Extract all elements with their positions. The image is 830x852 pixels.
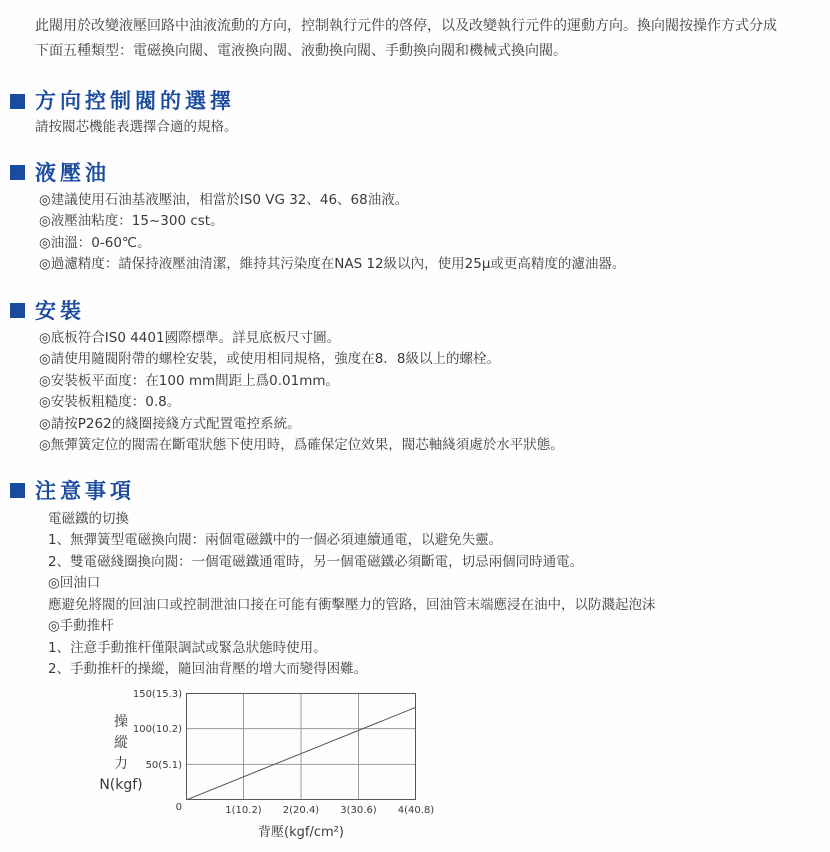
- intro-paragraph: [0, 0, 830, 64]
- list-item: 2、手動推杆的操縱，隨回油背壓的增大而變得困難。: [48, 661, 368, 677]
- y-tick-label: 50(5.1): [145, 759, 182, 771]
- list-item: ◎安裝板粗糙度：0.8。: [39, 394, 181, 410]
- hydraulic-oil-list: [39, 190, 830, 276]
- section-header-hydraulic-oil: [10, 160, 830, 186]
- force-backpressure-chart: [90, 686, 560, 846]
- selection-note: 請按閥芯機能表選擇合適的規格。: [35, 119, 238, 135]
- x-tick-label: 1(10.2): [225, 804, 262, 816]
- list-item: ◎油溫：0-60℃。: [39, 234, 151, 251]
- y-tick-label: 150(15.3): [132, 688, 182, 700]
- list-item: ◎請使用隨閥附帶的螺栓安裝，或使用相同規格，強度在8．8級以上的螺栓。: [39, 351, 500, 367]
- list-item: ◎過濾精度：請保持液壓油清潔，維持其污染度在NAS 12級以內，使用25μ或更高精度的濾油器。: [39, 256, 626, 272]
- chart-plot: [186, 693, 416, 800]
- list-item: ◎底板符合IS0 4401國際標準。詳見底板尺寸圖。: [39, 329, 341, 346]
- y-tick-label: 100(10.2): [132, 724, 182, 736]
- section-bullet-square-icon: [10, 94, 25, 109]
- x-tick-label: 3(30.6): [340, 804, 377, 816]
- section-bullet-square-icon: [10, 303, 25, 318]
- list-item: ◎無彈簧定位的閥需在斷電狀態下使用時，爲確保定位效果，閥芯軸綫須處於水平狀態。: [39, 437, 564, 453]
- section-bullet-square-icon: [10, 165, 25, 180]
- list-item: ◎建議使用石油基液壓油，相當於IS0 VG 32、46、68油液。: [39, 191, 409, 208]
- y-axis-label-char: 力: [114, 755, 128, 772]
- section-title-installation: 安裝: [35, 298, 85, 323]
- precautions-list: [48, 509, 830, 681]
- section-title-precautions: 注意事項: [35, 478, 135, 503]
- section-title-hydraulic-oil: 液壓油: [35, 160, 110, 185]
- list-item: 2、雙電磁綫圈換向閥：一個電磁鐵通電時，另一個電磁鐵必須斷電，切忌兩個同時通電。: [48, 553, 584, 570]
- y-axis-label-char: 縱: [114, 734, 128, 751]
- chart-canvas: [186, 693, 416, 800]
- section-header-selection: [10, 88, 830, 114]
- list-item: ◎安裝板平面度：在100 mm間距上爲0.01mm。: [39, 372, 339, 389]
- section-title-selection: 方向控制閥的選擇: [35, 89, 235, 113]
- section-header-precautions: [10, 478, 830, 504]
- y-axis-label-char: 操: [114, 713, 128, 730]
- installation-list: [39, 328, 830, 457]
- list-item: ◎液壓油粘度：15~300 cst。: [39, 213, 224, 229]
- x-tick-label: 4(40.8): [397, 804, 435, 816]
- list-item: 電磁鐵的切換: [48, 510, 129, 527]
- intro-line: 下面五種類型：電磁換向閥、電液換向閥、液動換向閥、手動換向閥和機械式換向閥。: [35, 43, 567, 59]
- x-axis-label: 背壓(kgf/cm²): [258, 824, 344, 840]
- intro-line: 此閥用於改變液壓回路中油液流動的方向，控制執行元件的啓停，以及改變執行元件的運動方向。換向閥按操作方式分成: [35, 18, 777, 34]
- list-item: 1、無彈簧型電磁換向閥：兩個電磁鐵中的一個必須連續通電，以避免失靈。: [48, 532, 503, 548]
- y-axis-unit: N(kgf): [99, 776, 143, 793]
- section-header-installation: [10, 298, 830, 324]
- section-bullet-square-icon: [10, 483, 25, 498]
- origin-tick-label: 0: [175, 801, 182, 813]
- list-item: ◎請按P262的綫圈接綫方式配置電控系統。: [39, 415, 301, 432]
- list-item: 應避免將閥的回油口或控制泄油口接在可能有衝擊壓力的管路，回油管末端應浸在油中，以防濺起泡沫: [48, 596, 656, 613]
- x-tick-label: 2(20.4): [282, 804, 320, 816]
- list-item: ◎手動推杆: [48, 618, 114, 634]
- list-item: 1、注意手動推杆僅限調試或緊急狀態時使用。: [48, 639, 327, 656]
- list-item: ◎回油口: [48, 575, 101, 591]
